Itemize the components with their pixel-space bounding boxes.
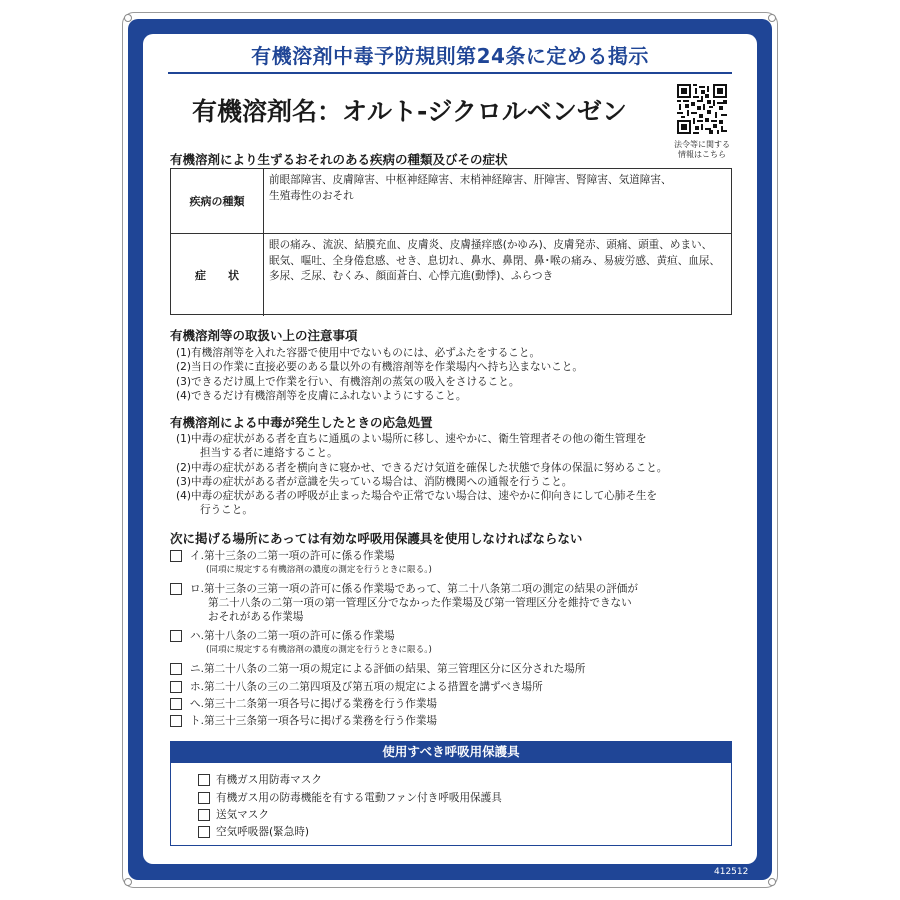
list-item: (2)当日の作業に直接必要のある量以外の有機溶剤等を作業場内へ持ち込まないこと。: [176, 361, 583, 374]
place-item-line: おそれがある作業場: [208, 611, 304, 623]
list-item: (4)中毒の症状がある者の呼吸が止まった場合や正常でない場合は、速やかに仰向きにして心肺そ生を: [176, 490, 658, 503]
qr-code-icon[interactable]: [677, 84, 727, 134]
checkbox[interactable]: [170, 715, 182, 727]
mounting-hole-bottom-left: [124, 878, 132, 886]
list-item: (4)できるだけ有機溶剤等を皮膚にふれないようにすること。: [176, 389, 467, 402]
checkbox[interactable]: [170, 663, 182, 675]
product-number: 412512: [714, 867, 749, 877]
handling-heading: 有機溶剤等の取扱い上の注意事項: [170, 328, 358, 343]
place-item-note: (同項に規定する有機溶剤の濃度の測定を行うときに限る。): [206, 645, 432, 655]
place-item-text: ニ.第二十八条の二第一項の規定による評価の結果、第三管理区分に区分された場所: [190, 663, 586, 675]
sign-title: 有機溶剤中毒予防規則第24条に定める掲示: [251, 44, 649, 68]
mounting-hole-top-left: [124, 14, 132, 22]
list-item-continuation: 担当する者に連絡すること。: [200, 447, 338, 460]
table-row: [171, 233, 731, 316]
equipment-label: 送気マスク: [216, 809, 269, 821]
equipment-heading: 使用すべき呼吸用保護具: [170, 741, 732, 763]
place-item-text: イ.第十三条の二第一項の許可に係る作業場: [190, 550, 395, 562]
disease-type-value: [269, 173, 725, 204]
list-item: (1)中毒の症状がある者を直ちに通風のよい場所に移し、速やかに、衛生管理者その他の衛生管理を: [176, 433, 647, 445]
place-item-text: へ.第三十二条第一項各号に掲げる業務を行う作業場: [190, 698, 438, 710]
list-item: (3)中毒の症状がある者が意識を失っている場合は、消防機関への通報を行うこと。: [176, 475, 573, 488]
place-item-text: ホ.第二十八条の三の二第四項及び第五項の規定による措置を講ずべき場所: [190, 681, 543, 693]
emergency-list: [176, 432, 667, 518]
mounting-hole-bottom-right: [768, 878, 776, 886]
list-item: (2)中毒の症状がある者を横向きに寝かせ、できるだけ気道を確保した状態で身体の保温に努めること。: [176, 461, 668, 474]
handling-list: [176, 346, 583, 403]
disease-heading: 有機溶剤により生ずるおそれのある疾病の種類及びその症状: [170, 152, 508, 167]
checkbox[interactable]: [170, 698, 182, 710]
mounting-hole-top-right: [768, 14, 776, 22]
checkbox[interactable]: [170, 630, 182, 642]
place-item-note: (同項に規定する有機溶剤の濃度の測定を行うときに限る。): [206, 565, 432, 575]
qr-caption-line2: 情報はこちら: [678, 150, 726, 159]
checkbox[interactable]: [198, 809, 210, 821]
qr-caption: [664, 140, 740, 160]
checkbox[interactable]: [198, 774, 210, 786]
symptom-line: 多尿、乏尿、むくみ、顔面蒼白、心悸亢進(動悸)、ふらつき: [269, 270, 554, 282]
list-item: (1)有機溶剤等を入れた容器で使用中でないものには、必ずふたをすること。: [176, 347, 541, 359]
table-row: [171, 169, 731, 233]
list-item: (3)できるだけ風上で作業を行い、有機溶剤の蒸気の吸入をさけること。: [176, 375, 520, 388]
place-item-text: ハ.第十八条の二第一項の許可に係る作業場: [190, 630, 395, 642]
equipment-label: 有機ガス用防毒マスク: [216, 774, 322, 786]
list-item-continuation: 行うこと。: [200, 504, 253, 517]
qr-caption-line1: 法令等に関する: [674, 140, 730, 149]
solvent-name: 有機溶剤名：オルト-ジクロルベンゼン: [192, 97, 627, 126]
equipment-label: 空気呼吸器(緊急時): [216, 826, 310, 838]
checkbox[interactable]: [198, 826, 210, 838]
disease-type-line: 前眼部障害、皮膚障害、中枢神経障害、末梢神経障害、肝障害、腎障害、気道障害、: [269, 174, 672, 186]
checkbox[interactable]: [198, 792, 210, 804]
places-heading: 次に掲げる場所にあっては有効な呼吸用保護具を使用しなければならない: [170, 531, 583, 546]
symptom-value: [269, 238, 725, 285]
checkbox[interactable]: [170, 583, 182, 595]
place-item-text: ロ.第十三条の三第一項の許可に係る作業場であって、第二十八条第二項の測定の結果の評価が: [190, 583, 638, 595]
disease-type-label: 疾病の種類: [171, 169, 264, 233]
title-divider: [168, 72, 732, 74]
disease-table: [170, 168, 732, 315]
disease-type-line: 生殖毒性のおそれ: [269, 189, 354, 202]
symptom-line: 眼の痛み、流涙、結膜充血、皮膚炎、皮膚掻痒感(かゆみ)、皮膚発赤、頭痛、頭重、めまい、: [269, 239, 713, 251]
place-item-text: ト.第三十三条第一項各号に掲げる業務を行う作業場: [190, 715, 438, 727]
checkbox[interactable]: [170, 681, 182, 693]
symptom-label: 症 状: [171, 234, 264, 316]
emergency-heading: 有機溶剤による中毒が発生したときの応急処置: [170, 415, 433, 430]
symptom-line: 眠気、嘔吐、全身倦怠感、せき、息切れ、鼻水、鼻閉、鼻･喉の痛み、易疲労感、黄疸、血尿、: [269, 254, 721, 267]
place-item-line: 第二十八条の二第一項の第一管理区分でなかった作業場及び第一管理区分を維持できない: [208, 597, 632, 609]
equipment-label: 有機ガス用の防毒機能を有する電動ファン付き呼吸用保護具: [216, 792, 502, 804]
checkbox[interactable]: [170, 550, 182, 562]
